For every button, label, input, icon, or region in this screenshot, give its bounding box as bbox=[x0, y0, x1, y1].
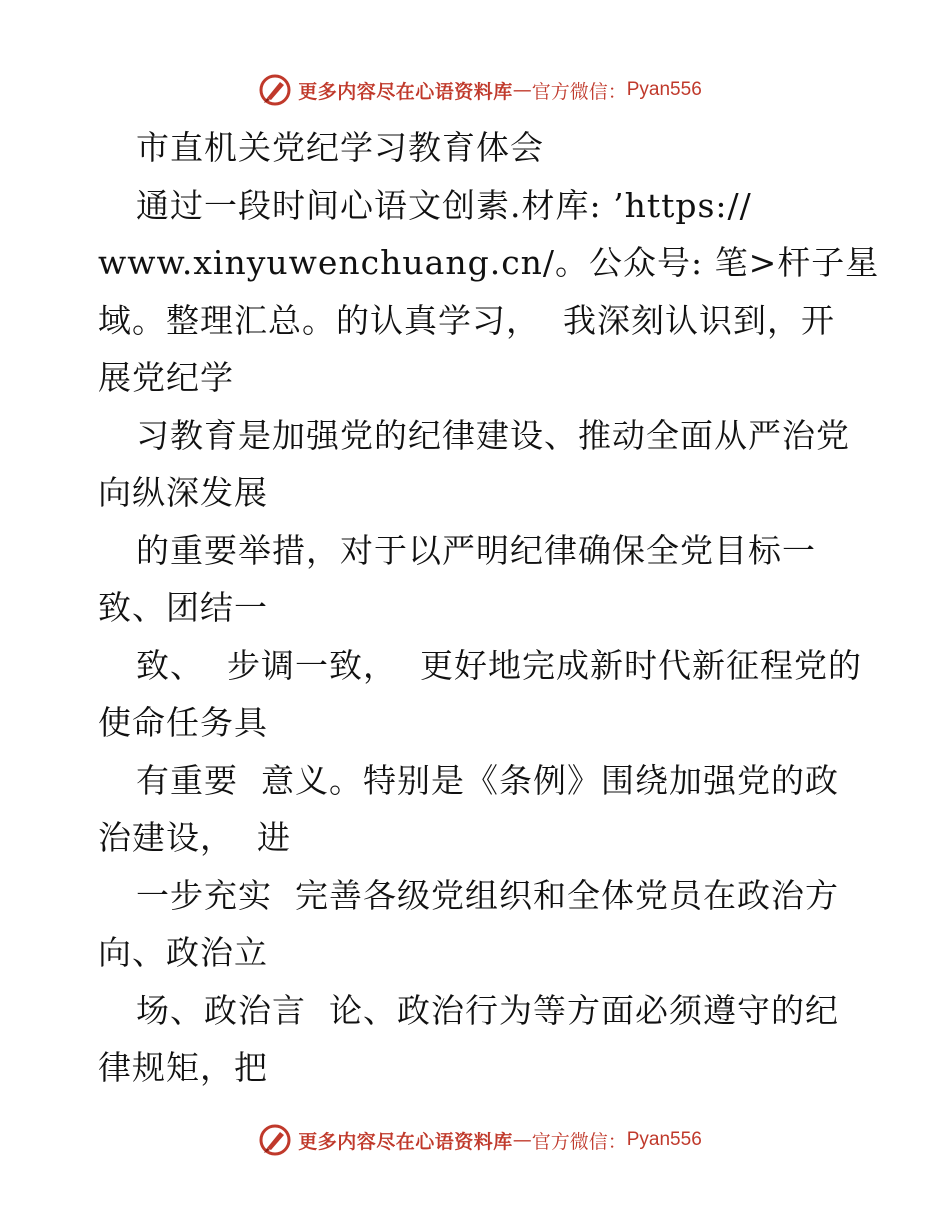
paragraph-line: 场、政治言 论、政治行为等方面必须遵守的纪 bbox=[136, 991, 839, 1030]
paragraph-line: 致、 步调一致， 更好地完成新时代新征程党的 bbox=[136, 646, 862, 685]
banner-text: 更多内容尽在心语资料库 bbox=[298, 1130, 513, 1153]
footer-banner bbox=[0, 1120, 950, 1160]
paragraph-line: 致、团结一 bbox=[98, 588, 268, 627]
banner-wechat-label: 官方微信： bbox=[531, 1130, 627, 1153]
paragraph-line: 一步充实 完善各级党组织和全体党员在政治方 bbox=[136, 876, 839, 915]
paragraph-line: 向、政治立 bbox=[98, 933, 268, 972]
document-title: 市直机关党纪学习教育体会 bbox=[136, 128, 544, 167]
paragraph-line: 域。整理汇总。的认真学习， 我深刻认识到，开 bbox=[98, 301, 835, 340]
paragraph-line: www.xinyuwenchuang.cn/。公众号: 笔>杆子星 bbox=[98, 243, 880, 282]
banner-wechat-label: 官方微信： bbox=[531, 80, 627, 103]
banner-wechat-id: Pyan556 bbox=[626, 79, 702, 100]
banner-dash: — bbox=[512, 1129, 532, 1151]
quill-logo-icon bbox=[258, 1123, 292, 1157]
paragraph-line: 律规矩，把 bbox=[98, 1048, 268, 1087]
banner-content bbox=[258, 73, 702, 107]
paragraph-line: 展党纪学 bbox=[98, 358, 234, 397]
paragraph-line: 习教育是加强党的纪律建设、推动全面从严治党 bbox=[136, 416, 850, 455]
paragraph-line: 的重要举措，对于以严明纪律确保全党目标一 bbox=[136, 531, 816, 570]
paragraph-line: 有重要 意义。特别是《条例》围绕加强党的政 bbox=[136, 761, 839, 800]
paragraph-line: 通过一段时间心语文创素.材库: ’https:// bbox=[136, 186, 752, 225]
banner-content bbox=[258, 1123, 702, 1157]
banner-dash: — bbox=[512, 79, 532, 101]
banner-wechat-id: Pyan556 bbox=[626, 1129, 702, 1150]
header-banner bbox=[0, 70, 950, 110]
banner-text: 更多内容尽在心语资料库 bbox=[298, 80, 513, 103]
paragraph-line: 使命任务具 bbox=[98, 703, 268, 742]
paragraph-line: 向纵深发展 bbox=[98, 473, 268, 512]
quill-logo-icon bbox=[258, 73, 292, 107]
paragraph-line: 治建设， 进 bbox=[98, 818, 291, 857]
